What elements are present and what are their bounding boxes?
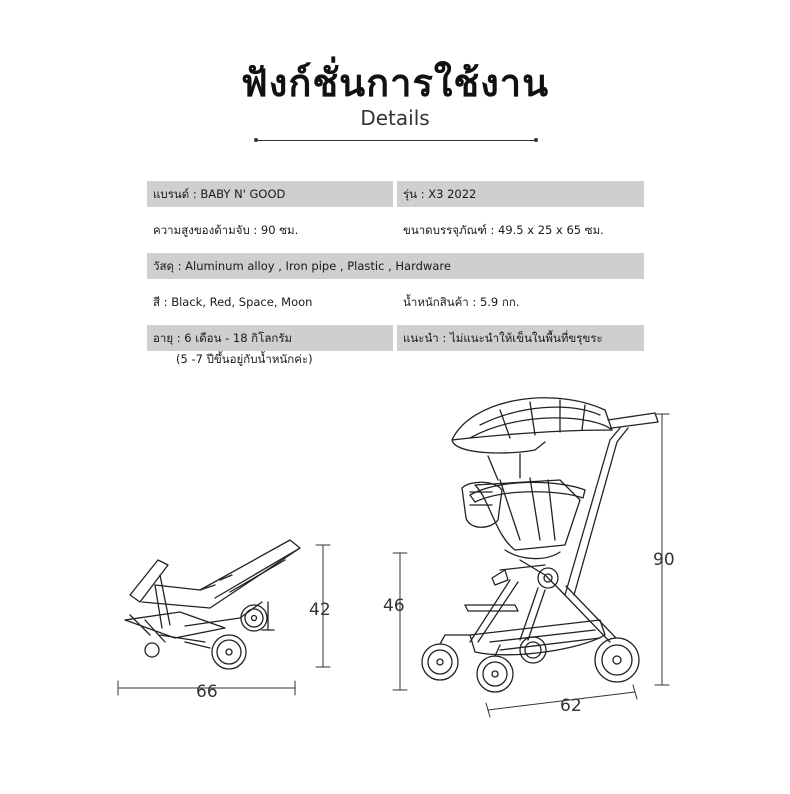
- divider-dot-right: [534, 138, 538, 142]
- open-stroller: [422, 398, 658, 692]
- spec-row-brand: [147, 178, 644, 214]
- dim-seat-height: 46: [383, 596, 405, 616]
- age-note: (5 -7 ปีขึ้นอยู่กับน้ำหนักค่ะ): [176, 352, 313, 366]
- dim-total-height: 90: [653, 550, 675, 570]
- spec-model: รุ่น : X3 2022: [397, 181, 644, 207]
- spec-handle-height: ความสูงของด้ามจับ : 90 ซม.: [153, 223, 299, 237]
- spec-package-size: ขนาดบรรจุภัณฑ์ : 49.5 x 25 x 65 ซม.: [403, 223, 604, 237]
- divider-dot-left: [254, 138, 258, 142]
- spec-colors: สี : Black, Red, Space, Moon: [153, 295, 313, 309]
- spec-age: อายุ : 6 เดือน - 18 กิโลกรัม: [147, 325, 393, 351]
- spec-brand: แบรนด์ : BABY N' GOOD: [147, 181, 393, 207]
- open-dimension-lines: [393, 414, 669, 717]
- stroller-illustration: [0, 380, 790, 790]
- spec-weight: น้ำหนักสินค้า : 5.9 กก.: [403, 295, 520, 309]
- page-subtitle: Details: [360, 106, 430, 130]
- dim-folded-height: 42: [309, 600, 331, 620]
- dim-depth: 62: [560, 696, 582, 716]
- spec-row-size: [147, 214, 644, 250]
- spec-advice: แนะนำ : ไม่แนะนำให้เข็นในพื้นที่ขรุขระ: [397, 325, 644, 351]
- dim-folded-width: 66: [196, 682, 218, 702]
- stroller-drawing: [0, 380, 790, 790]
- spec-row-color: [147, 286, 644, 322]
- spec-row-material: [147, 250, 644, 286]
- title-divider: [256, 140, 536, 141]
- folded-stroller: [125, 540, 300, 669]
- page-title: ฟังก์ชั่นการใช้งาน: [240, 61, 550, 105]
- spec-table: [147, 178, 644, 358]
- spec-material: วัสดุ : Aluminum alloy , Iron pipe , Plastic , Hardware: [147, 253, 644, 279]
